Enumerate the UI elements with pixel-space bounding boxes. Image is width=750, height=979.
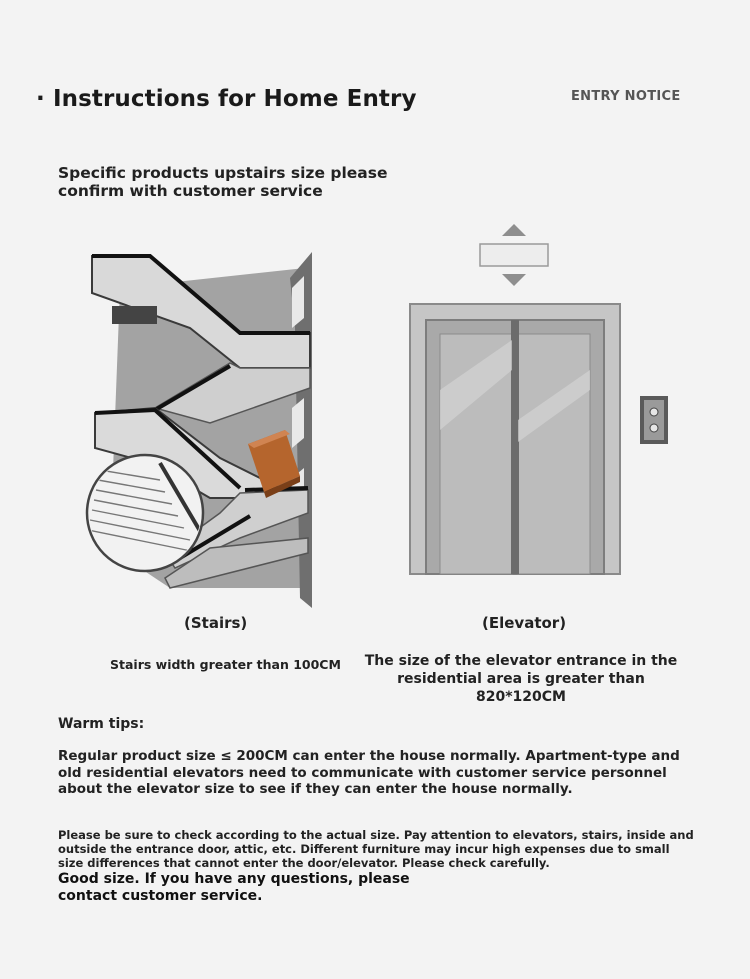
stairs-caption: (Stairs)	[184, 614, 248, 632]
call-up-button-icon	[650, 408, 658, 416]
elevator-down-arrow-icon	[502, 274, 526, 286]
elevator-floor-display	[480, 244, 548, 266]
elevator-illustration	[400, 220, 680, 580]
elevator-caption: (Elevator)	[482, 614, 567, 632]
elevator-up-arrow-icon	[502, 224, 526, 236]
fine-print: Please be sure to check according to the actual size. Pay attention to elevators, stairs, inside and outside the entrance door, attic, etc. Different furniture may incur high expenses due to small size differences that cannot enter the door/elevator. Please check carefully.	[58, 828, 694, 870]
elevator-description: The size of the elevator entrance in the residential area is greater than 820*120CM	[364, 653, 678, 705]
entry-notice-label: ENTRY NOTICE	[571, 89, 681, 104]
elevator-door-right	[518, 334, 590, 574]
closing-note: Good size. If you have any questions, please contact customer service.	[58, 871, 410, 904]
page-title: · Instructions for Home Entry	[36, 86, 417, 112]
tips-body: Regular product size ≤ 200CM can enter the house normally. Apartment-type and old residential elevators need to communicate with customer service personnel about the elevator size to see if they can enter the house normally.	[58, 748, 680, 797]
tips-heading: Warm tips:	[58, 716, 145, 732]
call-down-button-icon	[650, 424, 658, 432]
intro-text: Specific products upstairs size please confirm with customer service	[58, 164, 388, 200]
stairs-illustration	[80, 248, 320, 618]
stairs-description: Stairs width greater than 100CM	[110, 657, 341, 672]
